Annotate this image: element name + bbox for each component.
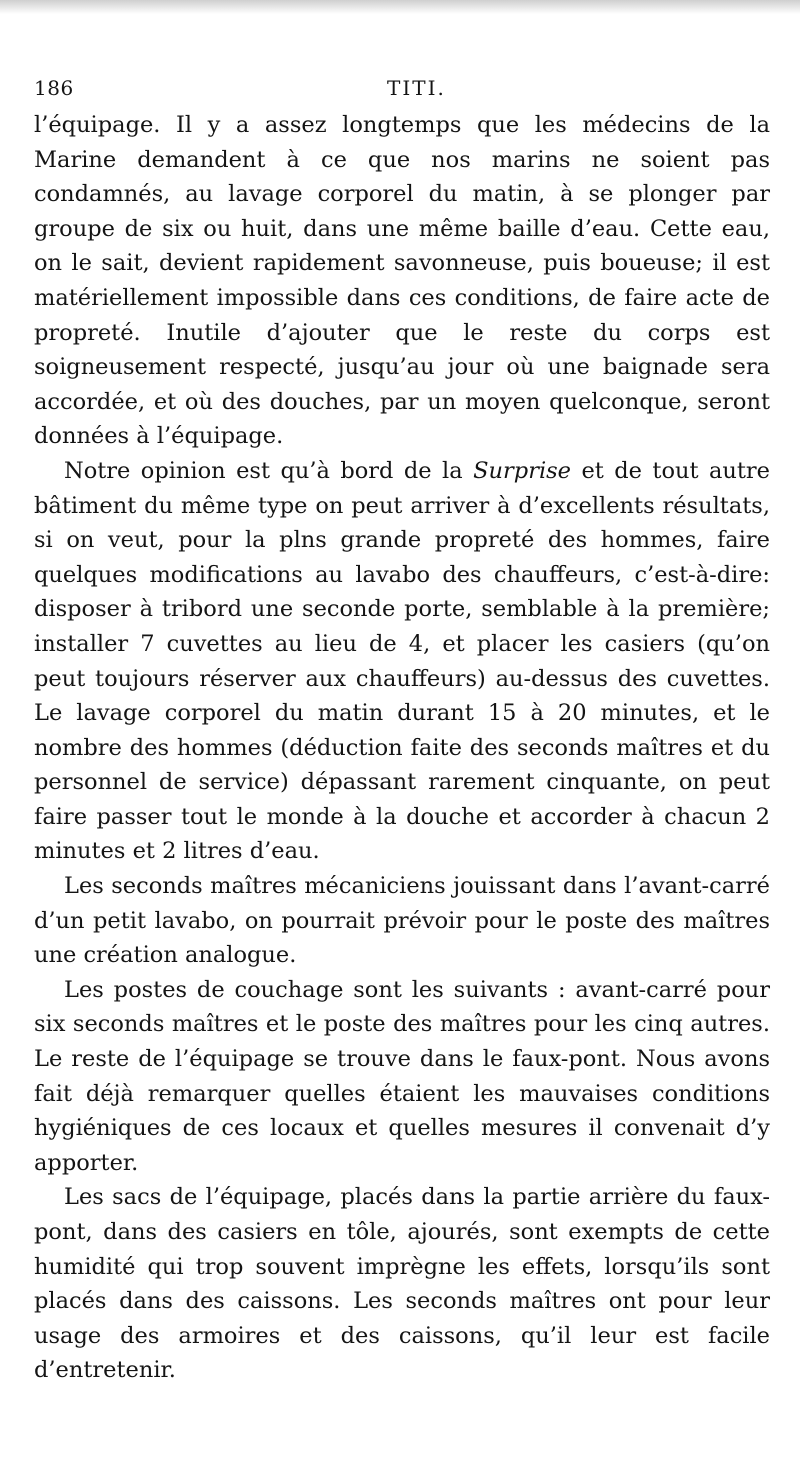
body-text bbox=[34, 108, 770, 1388]
paragraph-2-part-2: et de tout autre bâtiment du même type on peut arriver à d’excellents résultats, si on veut, pour la plns grande propreté des hommes, faire quelques modifications au lavabo des chauffeurs, c’est-à-dire: disposer à tribord une seconde porte, semblable à la première; installer 7 cuvettes au lieu de 4, et placer les casiers (qu’on peut toujours réserver aux chauffeurs) au-dessus des cuvettes. Le lavage corporel du matin durant 15 à 20 minutes, et le nombre des hommes (déduction faite des seconds maîtres et du personnel de service) dépassant rarement cinquante, on peut faire passer tout le monde à la douche et accorder à chacun 2 minutes et 2 litres d’eau. bbox=[34, 457, 770, 865]
page-number: 186 bbox=[34, 76, 74, 100]
scan-top-edge bbox=[0, 0, 800, 14]
running-title: TITI. bbox=[387, 76, 446, 100]
paragraph-4: Les postes de couchage sont les suivants : avant-carré pour six seconds maîtres et le poste des maîtres pour les cinq autres. Le reste de l’équipage se trouve dans le faux-pont. Nous avons fait déjà remarquer quelles étaient les mauvaises conditions hygiéniques de ces locaux et quelles mesures il convenait d’y apporter. bbox=[34, 976, 770, 1176]
book-page bbox=[34, 76, 770, 1388]
running-header bbox=[34, 76, 770, 108]
paragraph-3: Les seconds maîtres mécaniciens jouissant dans l’avant-carré d’un petit lavabo, on pourrait prévoir pour le poste des maîtres une création analogue. bbox=[34, 873, 770, 969]
paragraph-1: l’équipage. Il y a assez longtemps que les médecins de la Marine demandent à ce que nos marins ne soient pas condamnés, au lavage corporel du matin, à se plonger par groupe de six ou huit, dans une même baille d’eau. Cette eau, on le sait, devient rapidement savonneuse, puis boueuse; il est matériellement impossible dans ces conditions, de faire acte de propreté. Inutile d’ajouter que le reste du corps est soigneusement respecté, jusqu’au jour où une baignade sera accordée, et où des douches, par un moyen quelconque, seront données à l’équipage. bbox=[34, 112, 770, 450]
ship-name: Surprise bbox=[473, 457, 572, 484]
paragraph-2-part-1: Notre opinion est qu’à bord de la bbox=[64, 457, 474, 484]
paragraph-5: Les sacs de l’équipage, placés dans la partie arrière du faux-pont, dans des casiers en tôle, ajourés, sont exempts de cette humidité qui trop souvent imprègne les effets, lorsqu’ils sont placés dans des caissons. Les seconds maîtres ont pour leur usage des armoires et des caissons, qu’il leur est facile d’entretenir. bbox=[34, 1184, 770, 1384]
paragraph-2 bbox=[34, 454, 770, 869]
